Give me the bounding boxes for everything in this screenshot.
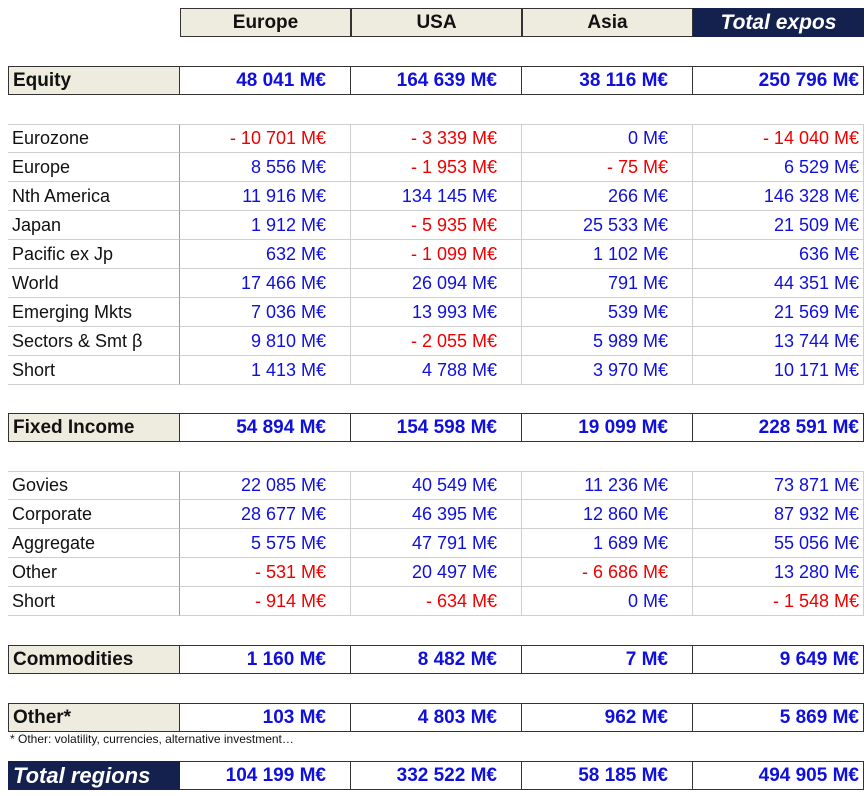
value-cell: 54 894 M€	[180, 413, 351, 442]
value-cell: 494 905 M€	[693, 761, 864, 790]
value-cell: 1 160 M€	[180, 645, 351, 674]
value-cell: 104 199 M€	[180, 761, 351, 790]
row-label: Aggregate	[8, 529, 180, 558]
value-cell: 38 116 M€	[522, 66, 693, 95]
value-cell: - 3 339 M€	[351, 124, 522, 153]
table-row	[8, 558, 864, 587]
value-cell: 25 533 M€	[522, 211, 693, 240]
value-cell: 539 M€	[522, 298, 693, 327]
section-row	[8, 66, 864, 95]
value-cell: 4 803 M€	[351, 703, 522, 732]
value-cell: - 1 953 M€	[351, 153, 522, 182]
value-cell: 40 549 M€	[351, 471, 522, 500]
table-row	[8, 471, 864, 500]
value-cell: - 10 701 M€	[180, 124, 351, 153]
table-row	[8, 298, 864, 327]
value-cell: 19 099 M€	[522, 413, 693, 442]
row-label: Nth America	[8, 182, 180, 211]
value-cell: 4 788 M€	[351, 356, 522, 385]
section-row	[8, 703, 864, 732]
value-cell: - 914 M€	[180, 587, 351, 616]
row-label: Emerging Mkts	[8, 298, 180, 327]
value-cell: 0 M€	[522, 587, 693, 616]
value-cell: 11 916 M€	[180, 182, 351, 211]
value-cell: 48 041 M€	[180, 66, 351, 95]
value-cell: 8 556 M€	[180, 153, 351, 182]
value-cell: 332 522 M€	[351, 761, 522, 790]
total-regions-row	[8, 761, 864, 790]
value-cell: 10 171 M€	[693, 356, 864, 385]
row-label: Total regions	[8, 761, 180, 790]
value-cell: 1 102 M€	[522, 240, 693, 269]
value-cell: 9 649 M€	[693, 645, 864, 674]
value-cell: 146 328 M€	[693, 182, 864, 211]
value-cell: - 634 M€	[351, 587, 522, 616]
value-cell: 6 529 M€	[693, 153, 864, 182]
value-cell: 103 M€	[180, 703, 351, 732]
value-cell: 5 575 M€	[180, 529, 351, 558]
value-cell: 47 791 M€	[351, 529, 522, 558]
value-cell: 5 989 M€	[522, 327, 693, 356]
value-cell: 20 497 M€	[351, 558, 522, 587]
value-cell: 3 970 M€	[522, 356, 693, 385]
row-label: World	[8, 269, 180, 298]
value-cell: 17 466 M€	[180, 269, 351, 298]
value-cell: 46 395 M€	[351, 500, 522, 529]
header-total-expos: Total expos	[693, 8, 864, 37]
section-row	[8, 645, 864, 674]
value-cell: 21 569 M€	[693, 298, 864, 327]
value-cell: - 5 935 M€	[351, 211, 522, 240]
header-usa: USA	[351, 8, 522, 37]
row-label: Other*	[8, 703, 180, 732]
value-cell: 5 869 M€	[693, 703, 864, 732]
table-row	[8, 500, 864, 529]
table-row	[8, 124, 864, 153]
value-cell: 1 413 M€	[180, 356, 351, 385]
row-label: Equity	[8, 66, 180, 95]
table-row	[8, 269, 864, 298]
value-cell: 266 M€	[522, 182, 693, 211]
value-cell: - 6 686 M€	[522, 558, 693, 587]
row-label: Short	[8, 356, 180, 385]
value-cell: 1 689 M€	[522, 529, 693, 558]
value-cell: - 75 M€	[522, 153, 693, 182]
column-header-row	[180, 8, 864, 37]
value-cell: 164 639 M€	[351, 66, 522, 95]
value-cell: 962 M€	[522, 703, 693, 732]
value-cell: 13 993 M€	[351, 298, 522, 327]
footnote: * Other: volatility, currencies, alternative investment…	[10, 732, 294, 746]
value-cell: 250 796 M€	[693, 66, 864, 95]
value-cell: 28 677 M€	[180, 500, 351, 529]
row-label: Other	[8, 558, 180, 587]
value-cell: - 1 548 M€	[693, 587, 864, 616]
value-cell: - 14 040 M€	[693, 124, 864, 153]
header-europe: Europe	[180, 8, 351, 37]
value-cell: 7 M€	[522, 645, 693, 674]
section-row	[8, 413, 864, 442]
value-cell: 632 M€	[180, 240, 351, 269]
value-cell: 21 509 M€	[693, 211, 864, 240]
value-cell: 22 085 M€	[180, 471, 351, 500]
table-row	[8, 587, 864, 616]
table-row	[8, 356, 864, 385]
table-row	[8, 529, 864, 558]
value-cell: 12 860 M€	[522, 500, 693, 529]
value-cell: 7 036 M€	[180, 298, 351, 327]
table-row	[8, 211, 864, 240]
value-cell: 228 591 M€	[693, 413, 864, 442]
value-cell: 9 810 M€	[180, 327, 351, 356]
row-label: Japan	[8, 211, 180, 240]
row-label: Fixed Income	[8, 413, 180, 442]
table-row	[8, 327, 864, 356]
value-cell: - 531 M€	[180, 558, 351, 587]
row-label: Europe	[8, 153, 180, 182]
row-label: Corporate	[8, 500, 180, 529]
value-cell: 13 280 M€	[693, 558, 864, 587]
value-cell: - 1 099 M€	[351, 240, 522, 269]
value-cell: 0 M€	[522, 124, 693, 153]
value-cell: 58 185 M€	[522, 761, 693, 790]
value-cell: 73 871 M€	[693, 471, 864, 500]
value-cell: 26 094 M€	[351, 269, 522, 298]
value-cell: 87 932 M€	[693, 500, 864, 529]
table-row	[8, 153, 864, 182]
row-label: Commodities	[8, 645, 180, 674]
value-cell: 1 912 M€	[180, 211, 351, 240]
row-label: Sectors & Smt β	[8, 327, 180, 356]
row-label: Short	[8, 587, 180, 616]
value-cell: - 2 055 M€	[351, 327, 522, 356]
table-row	[8, 240, 864, 269]
row-label: Eurozone	[8, 124, 180, 153]
value-cell: 44 351 M€	[693, 269, 864, 298]
value-cell: 154 598 M€	[351, 413, 522, 442]
value-cell: 11 236 M€	[522, 471, 693, 500]
value-cell: 636 M€	[693, 240, 864, 269]
row-label: Govies	[8, 471, 180, 500]
value-cell: 8 482 M€	[351, 645, 522, 674]
table-row	[8, 182, 864, 211]
value-cell: 13 744 M€	[693, 327, 864, 356]
value-cell: 55 056 M€	[693, 529, 864, 558]
header-asia: Asia	[522, 8, 693, 37]
value-cell: 134 145 M€	[351, 182, 522, 211]
value-cell: 791 M€	[522, 269, 693, 298]
row-label: Pacific ex Jp	[8, 240, 180, 269]
